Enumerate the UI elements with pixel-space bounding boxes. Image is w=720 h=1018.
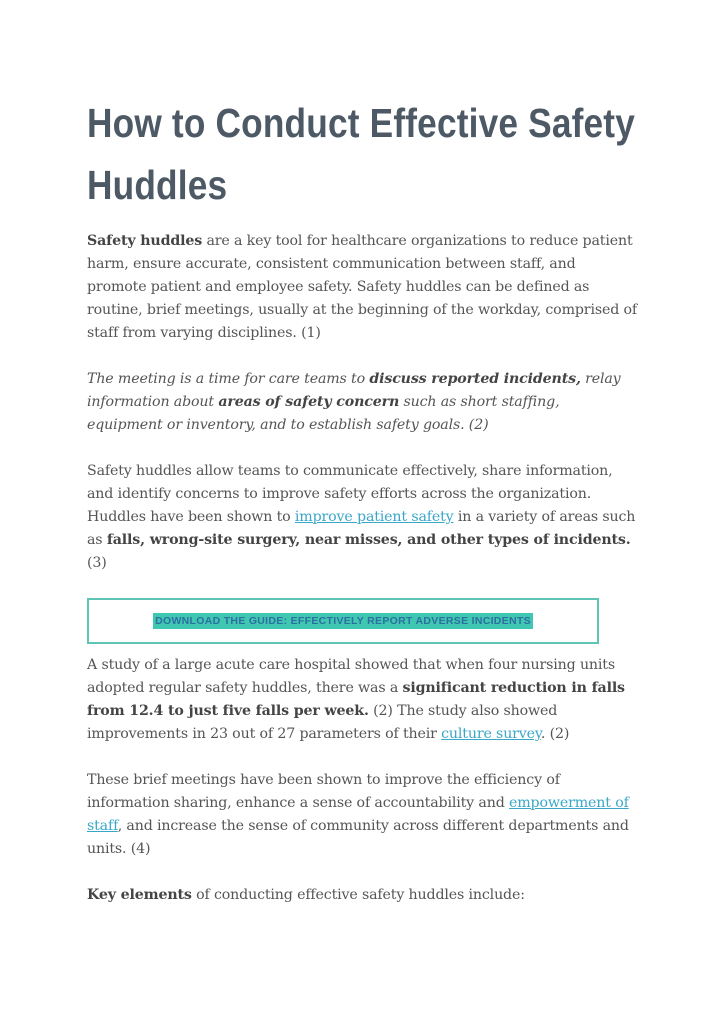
body-text: The meeting is a time for care teams to <box>87 371 370 387</box>
body-text: are a key tool for healthcare organizations to reduce patient harm, ensure accurate, consistent communication between staff, and promote patient and employee safety. Safety huddles can be defined as routine, brief meetings, usually at the beginning of the workday, comprised of staff from varying disciplines. (1) <box>87 233 637 341</box>
empowerment-of-staff-link[interactable]: empowerment of staff <box>87 795 629 834</box>
paragraph-efficiency <box>87 769 637 861</box>
body-text: These brief meetings have been shown to improve the efficiency of information sharing, enhance a sense of accountability and <box>87 772 560 811</box>
culture-survey-link[interactable]: culture survey <box>441 726 541 742</box>
body-text: (3) <box>87 555 107 571</box>
bold-text: Key elements <box>87 887 192 903</box>
body-text: such as short staffing, equipment or inventory, and to establish safety goals. (2) <box>87 394 560 433</box>
bold-text: significant reduction in falls from 12.4 to just five falls per week. <box>87 680 625 719</box>
body-text: Safety huddles allow teams to communicate effectively, share information, and identify concerns to improve safety efforts across the organization. Huddles have been shown to <box>87 463 613 525</box>
body-text: (2) The study also showed improvements in 23 out of 27 parameters of their <box>87 703 558 742</box>
article <box>87 92 637 930</box>
body-text: of conducting effective safety huddles include: <box>191 887 525 903</box>
bold-text: discuss reported incidents, <box>369 371 581 387</box>
paragraph-meeting <box>87 368 637 437</box>
bold-text: areas of safety concern <box>218 394 400 410</box>
download-guide-link[interactable]: DOWNLOAD THE GUIDE: EFFECTIVELY REPORT ADVERSE INCIDENTS <box>155 615 531 627</box>
paragraph-communication <box>87 460 637 575</box>
paragraph-study <box>87 654 637 746</box>
paragraph-intro <box>87 230 637 345</box>
bold-text: falls, wrong-site surgery, near misses, and other types of incidents. <box>106 532 631 548</box>
download-guide-banner <box>87 598 599 644</box>
body-text: relay information about <box>87 371 621 410</box>
body-text: . (2) <box>540 726 570 742</box>
article-title: How to Conduct Effective Safety Huddles <box>87 100 636 208</box>
bold-text: Safety huddles <box>87 233 203 249</box>
body-text: , and increase the sense of community across different departments and units. (4) <box>87 818 629 857</box>
body-text: in a variety of areas such as <box>87 509 636 548</box>
improve-patient-safety-link[interactable]: improve patient safety <box>294 509 454 525</box>
paragraph-key-elements <box>87 884 637 907</box>
body-text: A study of a large acute care hospital showed that when four nursing units adopted regular safety huddles, there was a <box>87 657 615 696</box>
